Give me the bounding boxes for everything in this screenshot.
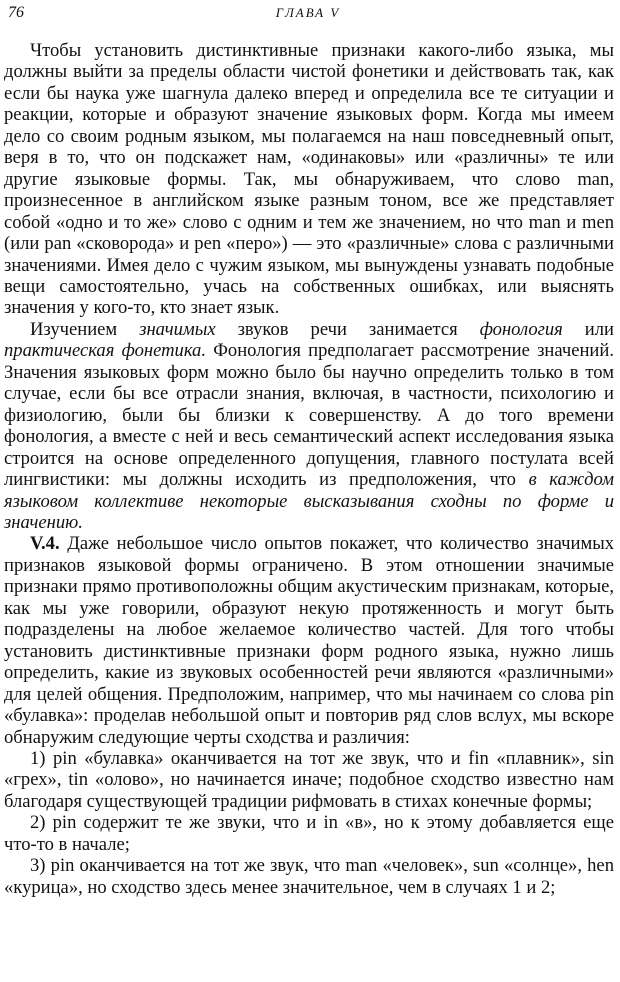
emphasis-text: значимых (139, 318, 216, 340)
running-title: ГЛАВА V (275, 5, 341, 20)
text-run: Чтобы установить дистинктивные признаки какого-либо языка, мы должны выйти за пределы области чистой фонетики и действовать так, как если бы наука уже шагнула далеко вперед и определила все те ситуации и реакции, которые и образуют значение языковых форм. Когда мы имеем дело со своим родным языком, мы полагаемся на наш повседневный опыт, веря в то, что он подскажет нам, «одинаковы» или «различны» те или другие языковые формы. Так, мы обнаруживаем, что слово man, произнесенное в английском языке разным тоном, все же представляет собой «одно и то же» слово с одним и тем же значением, но что man и men (или pan «сковорода» и pen «перо») — это «различные» слова с различными значениями. Имея дело с чужим языком, мы вынуждены узнавать подобные вещи самостоятельно, учась на собственных ошибках, или выяснять значения у кого-то, кто знает язык. (4, 40, 614, 319)
page-number: 76 (8, 4, 24, 21)
paragraph (4, 812, 614, 855)
text-run: или (562, 318, 614, 340)
text-run: звуков речи занимается (215, 318, 480, 340)
paragraph (4, 319, 614, 534)
page-header (8, 4, 608, 26)
text-run: 1) pin «булавка» оканчивается на тот же звук, что и fin «плавник», sin «грех», tin «олово», но начинается иначе; подобное сходство известно нам благодаря существующей традиции рифмовать в стихах конечные формы; (4, 747, 614, 812)
paragraph (4, 40, 614, 319)
paragraph (4, 748, 614, 812)
text-run: 2) pin содержит те же звуки, что и in «в», но к этому добавляется еще что-то в начале; (4, 812, 614, 855)
paragraph (4, 533, 614, 748)
emphasis-text: практическая фонетика. (4, 340, 206, 362)
paragraph (4, 855, 614, 898)
body-text (4, 40, 614, 898)
emphasis-text: в каждом языковом коллективе некоторые высказывания сходны по форме и значению. (4, 469, 614, 533)
text-run: 3) pin оканчивается на тот же звук, что man «человек», sun «солнце», hen «курица», но сходство здесь менее значительное, чем в случаях 1 и 2; (4, 855, 614, 898)
text-run: Фонология предполагает рассмотрение значений. Значения языковых форм можно было бы научно определить только в том случае, если бы все отрасли знания, включая, в частности, психологию и физиологию, были бы близки к совершенству. А до того времени фонология, а вместе с ней и весь семантический аспект исследования языка строится на основе определенного допущения, главного постулата всей лингвистики: мы должны исходить из предположения, что (4, 340, 614, 491)
text-run: Изучением (30, 318, 140, 340)
text-run: Даже небольшое число опытов покажет, что количество значимых признаков языковой формы ограничено. В этом отношении значимые признаки прямо противоположны общим акустическим признакам, которые, как мы уже говорили, образуют некую протяженность и могут быть подразделены на любое желаемое количество частей. Для того чтобы установить дистинктивные признаки форм родного языка, нужно лишь определить, какие из звуковых особенностей речи являются «различными» для целей общения. Предположим, например, что мы начинаем со слова pin «булавка»: проделав небольшой опыт и повторив ряд слов вслух, мы вскоре обнаружим следующие черты сходства и различия: (4, 533, 614, 748)
section-number: V.4. (30, 533, 60, 555)
emphasis-text: фонология (479, 318, 563, 340)
